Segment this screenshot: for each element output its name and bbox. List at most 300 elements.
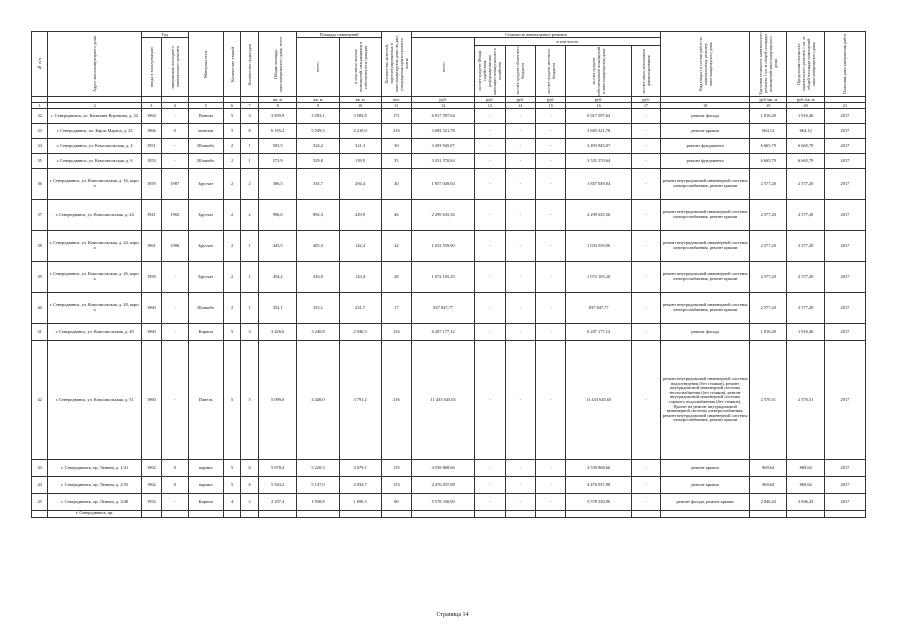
cell-d: 2017	[824, 293, 865, 324]
cell-c17: -	[631, 139, 660, 154]
cell-n: 44	[32, 477, 48, 494]
cell-d: 2017	[824, 154, 865, 169]
hdr-year-repair: завершения последнего капитального ремонта	[161, 38, 188, 97]
cell-addr: г. Северодвинск, пл. Карла Маркса, д. 23	[48, 124, 142, 139]
cell-mat: Шлакобл	[188, 139, 223, 154]
cell-s20: 1 916,40	[787, 109, 824, 124]
cell-addr: г. Северодвинск, ул. Комсомольская, д. 49	[48, 324, 142, 341]
cell-n: 34	[32, 139, 48, 154]
cell-c17: -	[631, 231, 660, 262]
cell-n: 42	[32, 341, 48, 460]
cell-s19: 869,64	[750, 460, 787, 477]
cell-c17: -	[631, 324, 660, 341]
cell-s19: 2 577,20	[750, 231, 787, 262]
cell-mat: панельн	[188, 124, 223, 139]
cell-n: 43	[32, 460, 48, 477]
cell-fl	[223, 511, 241, 518]
cell-c16: 5 578 330,90	[566, 494, 631, 511]
cell-d: 2017	[824, 231, 865, 262]
unit-cell: чел.	[381, 97, 411, 103]
hdr-including: в том числе:	[475, 38, 661, 46]
cell-p	[381, 511, 411, 518]
capital-repair-table	[31, 31, 866, 518]
cell-y2: -	[161, 494, 188, 511]
cell-s20: 2 577,20	[787, 262, 824, 293]
cell-s20: 2 846,43	[787, 494, 824, 511]
cell-c16: 6 207 177,12	[566, 324, 631, 341]
hdr-area-total: всего	[297, 38, 339, 97]
cell-p: 119	[381, 460, 411, 477]
cell-a8: 573,9	[258, 154, 297, 169]
cell-a9: 335,7	[297, 169, 339, 200]
cell-c15: -	[536, 477, 566, 494]
cell-a9: 5 549,3	[297, 124, 339, 139]
unit-cell: кв. м	[339, 97, 381, 103]
cell-a10: 1 690,3	[339, 494, 381, 511]
cell-addr: г. Северодвинск, ул. Комсомольская, д. 4	[48, 139, 142, 154]
cell-n: 33	[32, 124, 48, 139]
hdr-limit-cost: Предельная стоимость капитального ремонта 1 кв. м общей площади помещений многоквартирного дома	[787, 32, 824, 97]
cell-c17	[631, 511, 660, 518]
cell-work: ремонт внутридомовой инженерной системы электроснабжения, ремонт крыши	[661, 293, 750, 324]
cell-ent: 8	[241, 124, 259, 139]
cell-c17: -	[631, 262, 660, 293]
hdr-owners: за счет средств собственников помещений в многоквартирном доме	[566, 46, 631, 97]
cell-addr: г. Северодвинск, пр. Ленина, д. 1/31	[48, 460, 142, 477]
cell-a8: 6 165,2	[258, 124, 297, 139]
cell-c17: -	[631, 200, 660, 231]
cell-p: 35	[381, 154, 411, 169]
cell-p: 154	[381, 324, 411, 341]
hdr-entrances: Количество подъездов	[241, 32, 259, 97]
column-number: 7	[241, 103, 259, 109]
cell-c15: -	[536, 109, 566, 124]
cell-c16	[566, 511, 631, 518]
unit-cell: руб.	[566, 97, 631, 103]
cell-s20: 6 665,79	[787, 139, 824, 154]
cell-a9: 405,3	[297, 231, 339, 262]
cell-c13: -	[475, 109, 505, 124]
cell-fl: 4	[223, 494, 241, 511]
hdr-cost-group: Стоимость капитального ремонта	[412, 32, 661, 38]
cell-y1: 1962	[141, 460, 161, 477]
cell-c14: -	[505, 293, 535, 324]
hdr-residents: Количество жителей, зарегистрированных в многоквартирном доме на дату утверждения краткосрочного плана	[381, 32, 411, 97]
cell-addr: г. Северодвинск, ул. Комсомольская, д. 28, корп. а	[48, 293, 142, 324]
unit-cell: руб.	[475, 97, 505, 103]
cell-d: 2017	[824, 169, 865, 200]
cell-c12: 1 857 049,04	[412, 169, 475, 200]
hdr-address: Адрес многоквартирного дома	[48, 32, 142, 97]
cell-c12: 1 033 559,90	[412, 231, 475, 262]
cell-c17: -	[631, 341, 660, 460]
cell-c13: -	[475, 124, 505, 139]
cell-ent	[241, 511, 259, 518]
hdr-area-group: Площадь помещений	[297, 32, 381, 38]
cell-s19: 6 665,79	[750, 154, 787, 169]
cell-c16: 1 857 049,04	[566, 169, 631, 200]
cell-y1: 1964	[141, 109, 161, 124]
cell-c12: 3 493 945,07	[412, 139, 475, 154]
cell-d	[824, 511, 865, 518]
unit-cell: руб.	[536, 97, 566, 103]
column-number: 17	[631, 103, 660, 109]
cell-y1: 1951	[141, 139, 161, 154]
cell-fl: 2	[223, 262, 241, 293]
cell-s19: 664,12	[750, 124, 787, 139]
cell-a8: 996,0	[258, 200, 297, 231]
column-number: 16	[566, 103, 631, 109]
cell-fl: 2	[223, 139, 241, 154]
cell-c14: -	[505, 169, 535, 200]
cell-mat: Кирпич	[188, 494, 223, 511]
cell-c12: 3 683 321,78	[412, 124, 475, 139]
cell-work: ремонт фундамента	[661, 139, 750, 154]
cell-a8: 3 426,6	[258, 324, 297, 341]
cell-p: 24	[381, 231, 411, 262]
cell-c13: -	[475, 231, 505, 262]
hdr-fund: за счет средств Фонда содействия реформированию жилищно-коммунального хозяйства	[475, 46, 505, 97]
cell-a9	[297, 511, 339, 518]
hdr-planned-date: Плановая дата завершения работ	[824, 32, 865, 97]
table-body	[32, 109, 866, 518]
cell-y2	[161, 511, 188, 518]
cell-c12: 3 531 570,64	[412, 154, 475, 169]
cell-n: 32	[32, 109, 48, 124]
cell-a9: 3 240,8	[297, 324, 339, 341]
cell-a9: 1 938,8	[297, 494, 339, 511]
cell-a10	[339, 511, 381, 518]
hdr-year-built: ввода в эксплуатацию	[141, 38, 161, 97]
cell-c15: -	[536, 293, 566, 324]
table-row	[32, 324, 866, 341]
cell-c14: -	[505, 460, 535, 477]
hdr-unit-cost: Удельная стоимость капитального ремонта 1 кв. м общей площади помещений многоквартирного дома	[750, 32, 787, 97]
cell-p: 30	[381, 139, 411, 154]
cell-addr: г. Северодвинск, пр. Ленина, д. 3/40	[48, 494, 142, 511]
cell-c15: -	[536, 324, 566, 341]
cell-s20: 2 577,20	[787, 200, 824, 231]
cell-c17: -	[631, 154, 660, 169]
cell-n	[32, 511, 48, 518]
cell-y2: -	[161, 324, 188, 341]
column-number: 10	[339, 103, 381, 109]
cell-a10: 3 583,8	[339, 109, 381, 124]
cell-s19: 2 577,20	[750, 262, 787, 293]
cell-c13: -	[475, 169, 505, 200]
cell-ent: 4	[241, 324, 259, 341]
cell-y1: 1966	[141, 124, 161, 139]
column-number: 8	[258, 103, 297, 109]
cell-c15: -	[536, 169, 566, 200]
cell-c13: -	[475, 200, 505, 231]
column-number: 9	[297, 103, 339, 109]
cell-s20: 869,64	[787, 460, 824, 477]
cell-mat: Панель	[188, 341, 223, 460]
hdr-work-type: Вид (виды) и состав работ по капитальному ремонту многоквартирного дома	[661, 32, 750, 97]
cell-n: 35	[32, 154, 48, 169]
column-number: 6	[223, 103, 241, 109]
cell-c14: -	[505, 109, 535, 124]
cell-c12: 837 847,77	[412, 293, 475, 324]
hdr-wall-material: Материал стен	[188, 32, 223, 97]
cell-y1: 1961	[141, 231, 161, 262]
cell-c13: -	[475, 477, 505, 494]
cell-mat: Кирпич	[188, 324, 223, 341]
cell-fl: 2	[223, 200, 241, 231]
cell-a8: 583,5	[258, 139, 297, 154]
column-number: 21	[824, 103, 865, 109]
cell-c12: 2 299 635,56	[412, 200, 475, 231]
cell-y2: 0	[161, 124, 188, 139]
hdr-regional: за счет средств областного бюджета	[505, 46, 535, 97]
cell-y2: 1986	[161, 231, 188, 262]
column-number: 13	[475, 103, 505, 109]
column-number: 15	[536, 103, 566, 109]
table-row	[32, 341, 866, 460]
table-row-partial	[32, 511, 866, 518]
column-number: 3	[141, 103, 161, 109]
cell-work: ремонт крыши	[661, 477, 750, 494]
cell-c12: 11 433 645,65	[412, 341, 475, 460]
cell-c13: -	[475, 341, 505, 460]
hdr-other: за счет иных источников финансирования	[631, 46, 660, 97]
cell-a8	[258, 511, 297, 518]
table-row	[32, 124, 866, 139]
cell-n: 36	[32, 169, 48, 200]
cell-a10: 4 210,0	[339, 124, 381, 139]
cell-c13: -	[475, 154, 505, 169]
cell-c15	[536, 511, 566, 518]
column-number: 11	[381, 103, 411, 109]
cell-c13: -	[475, 460, 505, 477]
cell-addr: г. Северодвинск, ул. Комсомольская, д. 26, корп. а	[48, 262, 142, 293]
column-number: 5	[188, 103, 223, 109]
cell-p: 40	[381, 169, 411, 200]
cell-c15: -	[536, 262, 566, 293]
cell-ent: 6	[241, 460, 259, 477]
cell-mat: Брусчат	[188, 231, 223, 262]
cell-s19: 2 577,20	[750, 200, 787, 231]
cell-y2: -	[161, 139, 188, 154]
cell-ent: 6	[241, 477, 259, 494]
cell-c16: 11 433 645,65	[566, 341, 631, 460]
cell-c14: -	[505, 494, 535, 511]
table-row	[32, 293, 866, 324]
cell-addr: г. Северодвинск, ул. Капитана Воронина, д. 22	[48, 109, 142, 124]
cell-addr: г. Северодвинск, ул. Комсомольская, д. 51	[48, 341, 142, 460]
page-footer: Страница 14	[436, 612, 469, 618]
cell-c15: -	[536, 231, 566, 262]
cell-ent: 5	[241, 341, 259, 460]
cell-c12	[412, 511, 475, 518]
cell-c13	[475, 511, 505, 518]
cell-a8: 5 943,2	[258, 477, 297, 494]
table-row	[32, 109, 866, 124]
cell-c14: -	[505, 200, 535, 231]
cell-a10: 143,4	[339, 262, 381, 293]
cell-work: ремонт фасада, ремонт крыши	[661, 494, 750, 511]
column-number: 20	[787, 103, 824, 109]
cell-c15: -	[536, 200, 566, 231]
cell-s20: 2 570,51	[787, 341, 824, 460]
column-number: 1	[32, 103, 48, 109]
cell-y2: -	[161, 262, 188, 293]
cell-a9: 3 583,1	[297, 109, 339, 124]
cell-c16: 6 917 597,64	[566, 109, 631, 124]
cell-c15: -	[536, 341, 566, 460]
cell-d: 2017	[824, 109, 865, 124]
cell-n: 40	[32, 293, 48, 324]
cell-y1: 1959	[141, 169, 161, 200]
cell-n: 45	[32, 494, 48, 511]
cell-s20: 664,12	[787, 124, 824, 139]
cell-d: 2017	[824, 494, 865, 511]
cell-a10: 231,7	[339, 293, 381, 324]
cell-y2: -	[161, 154, 188, 169]
column-number: 4	[161, 103, 188, 109]
cell-c13: -	[475, 324, 505, 341]
cell-ent: 2	[241, 169, 259, 200]
cell-c16: 4 539 868,66	[566, 460, 631, 477]
cell-c14: -	[505, 154, 535, 169]
cell-c15: -	[536, 494, 566, 511]
cell-fl: 5	[223, 460, 241, 477]
cell-fl: 2	[223, 169, 241, 200]
cell-a10: 321,3	[339, 139, 381, 154]
cell-c12: 6 917 597,64	[412, 109, 475, 124]
cell-y1: 1962	[141, 477, 161, 494]
cell-y2: 1987	[161, 169, 188, 200]
cell-p: 60	[381, 494, 411, 511]
cell-p: 28	[381, 262, 411, 293]
hdr-floors: Количество этажей	[223, 32, 241, 97]
cell-c13: -	[475, 139, 505, 154]
cell-y2: -	[161, 109, 188, 124]
cell-y1: 1954	[141, 494, 161, 511]
table-row	[32, 460, 866, 477]
cell-c17: -	[631, 494, 660, 511]
cell-ent: 1	[241, 139, 259, 154]
cell-c16: 4 476 037,08	[566, 477, 631, 494]
cell-a8: 352,1	[258, 293, 297, 324]
cell-fl: 5	[223, 124, 241, 139]
cell-p: 216	[381, 341, 411, 460]
cell-c16: 837 847,77	[566, 293, 631, 324]
hdr-area-owned: в том числе жилых помещений, находящихся в собственности граждан	[339, 38, 381, 97]
cell-c16: 3 531 570,64	[566, 154, 631, 169]
cell-ent: 2	[241, 200, 259, 231]
cell-a8: 454,2	[258, 262, 297, 293]
hdr-cost-total: всего	[412, 38, 475, 97]
cell-d: 2017	[824, 341, 865, 460]
cell-y1: 1960	[141, 341, 161, 460]
hdr-number: № п/п	[32, 32, 48, 97]
table-row	[32, 494, 866, 511]
cell-c14: -	[505, 262, 535, 293]
cell-c12: 4 476 037,08	[412, 477, 475, 494]
cell-a9: 5 220,3	[297, 460, 339, 477]
column-number: 19	[750, 103, 787, 109]
cell-c14: -	[505, 231, 535, 262]
cell-addr: г. Северодвинск, пр. Ленина, д. 2/35	[48, 477, 142, 494]
cell-c15: -	[536, 139, 566, 154]
cell-fl: 5	[223, 477, 241, 494]
cell-a9: 325,1	[297, 293, 339, 324]
cell-y2: 0	[161, 460, 188, 477]
cell-a10: 2 940,3	[339, 324, 381, 341]
cell-s19: 2 577,20	[750, 169, 787, 200]
cell-c14	[505, 511, 535, 518]
cell-addr: г. Северодвинск, ул. Комсомольская, д. 24	[48, 200, 142, 231]
cell-fl: 5	[223, 341, 241, 460]
cell-c14: -	[505, 139, 535, 154]
cell-c14: -	[505, 324, 535, 341]
cell-y1: 1960	[141, 293, 161, 324]
cell-y1: 1953	[141, 154, 161, 169]
cell-n: 38	[32, 231, 48, 262]
register-sheet	[31, 31, 866, 518]
cell-y1	[141, 511, 161, 518]
cell-d: 2017	[824, 262, 865, 293]
cell-s20	[787, 511, 824, 518]
cell-addr: г. Северодвинск, ул. Комсомольская, д. 24, корп. а	[48, 231, 142, 262]
cell-a8: 3 859,9	[258, 109, 297, 124]
cell-c14: -	[505, 477, 535, 494]
hdr-total-area: Общая площадь многоквартирного дома, всего	[258, 32, 297, 97]
table-row	[32, 154, 866, 169]
cell-p: 17	[381, 293, 411, 324]
cell-a10: 229,9	[339, 200, 381, 231]
table-row	[32, 477, 866, 494]
cell-y2: -	[161, 293, 188, 324]
table-row	[32, 231, 866, 262]
cell-a10: 294,4	[339, 169, 381, 200]
cell-a10: 3 679,1	[339, 460, 381, 477]
cell-n: 39	[32, 262, 48, 293]
cell-c12: 4 539 868,66	[412, 460, 475, 477]
cell-ent: 1	[241, 262, 259, 293]
cell-n: 41	[32, 324, 48, 341]
cell-s19: 869,64	[750, 477, 787, 494]
unit-cell: руб./кв. м	[750, 97, 787, 103]
cell-mat	[188, 511, 223, 518]
cell-addr: г. Северодвинск, ул. Комсомольская, д. 6	[48, 154, 142, 169]
cell-c17: -	[631, 460, 660, 477]
cell-d: 2017	[824, 460, 865, 477]
cell-p: 153	[381, 477, 411, 494]
cell-c13: -	[475, 293, 505, 324]
cell-a9: 416,0	[297, 262, 339, 293]
cell-c14: -	[505, 124, 535, 139]
cell-s20: 6 665,79	[787, 154, 824, 169]
cell-a9: 524,2	[297, 139, 339, 154]
cell-s20: 869,64	[787, 477, 824, 494]
column-number: 12	[412, 103, 475, 109]
cell-c17: -	[631, 169, 660, 200]
cell-c16: 1 072 105,20	[566, 262, 631, 293]
cell-ent: 1	[241, 231, 259, 262]
cell-c15: -	[536, 124, 566, 139]
cell-d: 2017	[824, 324, 865, 341]
cell-a9: 5 147,0	[297, 477, 339, 494]
cell-y1: 1959	[141, 262, 161, 293]
cell-ent: 4	[241, 109, 259, 124]
cell-d: 2017	[824, 477, 865, 494]
cell-s19: 2 570,51	[750, 341, 787, 460]
hdr-local: за счет средств местного бюджета	[536, 46, 566, 97]
cell-c16: 3 683 321,78	[566, 124, 631, 139]
